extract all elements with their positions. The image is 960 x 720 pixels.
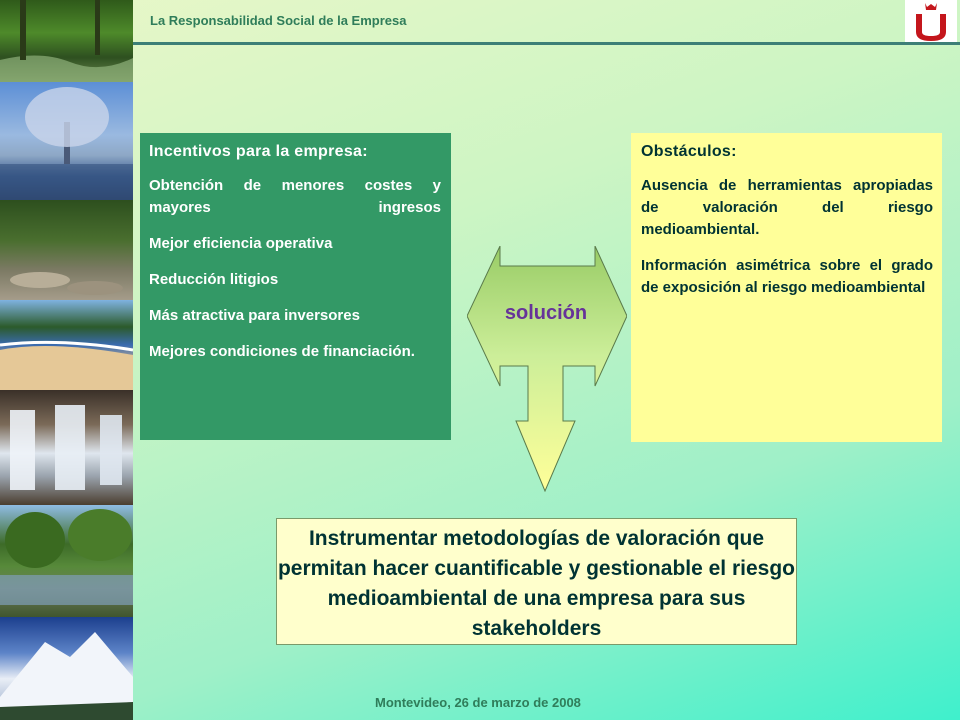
header-title: La Responsabilidad Social de la Empresa bbox=[150, 13, 407, 28]
conclusion-box: Instrumentar metodologías de valoración que permitan hacer cuantificable y gestionable el riesgo medioambiental de una empresa para sus stakeholders bbox=[276, 518, 797, 645]
incentivos-box bbox=[140, 133, 451, 440]
footer-date: Montevideo, 26 de marzo de 2008 bbox=[375, 695, 581, 710]
lake-trees-photo bbox=[0, 505, 133, 617]
snowy-mountain-photo bbox=[0, 617, 133, 720]
solution-arrow-icon bbox=[467, 246, 627, 492]
solution-label: solución bbox=[504, 302, 588, 324]
obstaculos-item: Ausencia de herramientas apropiadas de valoración del riesgo medioambiental. bbox=[641, 177, 933, 238]
incentivos-item: Mejor eficiencia operativa bbox=[149, 235, 333, 252]
incentivos-item: Reducción litigios bbox=[149, 271, 279, 288]
incentivos-item: Más atractiva para inversores bbox=[149, 307, 360, 324]
incentivos-item: Mejores condiciones de financiación. bbox=[149, 343, 415, 360]
obstaculos-title: Obstáculos: bbox=[641, 143, 737, 160]
header-divider bbox=[133, 42, 960, 45]
forest-stream-photo bbox=[0, 0, 133, 82]
university-logo-icon bbox=[905, 0, 957, 42]
incentivos-item: Obtención de menores costes y mayores ingresos bbox=[149, 177, 441, 216]
beach-photo bbox=[0, 300, 133, 390]
obstaculos-box bbox=[631, 133, 942, 442]
waterfall-photo bbox=[0, 390, 133, 505]
winter-tree-photo bbox=[0, 82, 133, 200]
nature-photo-strip bbox=[0, 0, 133, 720]
incentivos-title: Incentivos para la empresa: bbox=[149, 143, 368, 160]
rocky-river-photo bbox=[0, 200, 133, 300]
obstaculos-item: Información asimétrica sobre el grado de exposición al riesgo medioambiental bbox=[641, 257, 933, 296]
